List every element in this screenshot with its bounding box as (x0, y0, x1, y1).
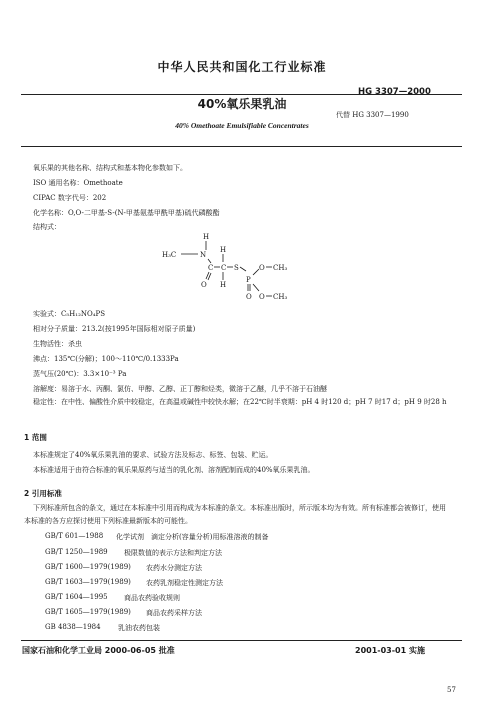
reference-code: GB/T 601—1988 (45, 532, 104, 540)
section-2-heading: 2 引用标准 (24, 489, 62, 498)
reference-title: 化学试剂 滴定分析(容量分析)用标准溶液的制备 (116, 533, 269, 541)
section-1-paragraph-2: 本标准适用于由符合标准的氧乐果原药与适当的乳化剂、溶剂配制而成的40%氧乐果乳油。 (33, 466, 315, 474)
cipac-code: CIPAC 数字代号：202 (33, 194, 107, 202)
reference-code: GB/T 1604—1995 (45, 593, 108, 601)
vapor-pressure: 蒸气压(20℃)：3.3×10⁻³ Pa (33, 370, 127, 378)
footer-divider (21, 640, 462, 641)
reference-code: GB/T 1605—1979(1989) (45, 608, 131, 616)
structure-atom-o-p: O (246, 293, 252, 301)
reference-title: 商品农药验收规则 (124, 594, 180, 602)
document-title-english: 40% Omethoate Emulsifiable Concentrates (175, 121, 309, 130)
stability: 稳定性：在中性、偏酸性介质中较稳定，在高温或碱性中较快水解；在22℃时半衰期：pH 4 时120 d；pH 7 时17 d；pH 9 时28 h (33, 398, 447, 406)
reference-title: 极限数值的表示方法和判定方法 (124, 549, 222, 557)
section-1-heading: 1 范围 (24, 433, 47, 442)
chemical-name: 化学名称：O,O-二甲基-S-(N-甲基氨基甲酰甲基)硫代磷酸酯 (33, 209, 220, 217)
structural-formula-diagram (140, 228, 330, 310)
reference-title: 乳油农药包装 (118, 624, 160, 632)
structure-atom-ch3-a: CH₃ (273, 264, 288, 272)
reference-title: 商品农药采样方法 (146, 609, 202, 617)
structure-label: 结构式： (33, 223, 61, 231)
solubility: 溶解度：易溶于水、丙酮、氯仿、甲醇、乙醇、正丁醇和烃类，微溶于乙醚，几乎不溶于石油醚 (33, 385, 327, 393)
page-number: 57 (447, 686, 456, 694)
document-title: 40%氧乐果乳油 (197, 97, 287, 111)
structure-atom-h-mid: H (220, 246, 227, 254)
empirical-formula: 实验式：C₅H₁₂NO₄PS (33, 310, 106, 318)
section-1-paragraph-1: 本标准规定了40%氧乐果乳油的要求、试验方法及标志、标签、包装、贮运。 (33, 451, 273, 459)
standard-type-heading: 中华人民共和国化工行业标准 (157, 60, 327, 74)
section-2-paragraph: 下列标准所包含的条文，通过在本标准中引用而构成为本标准的条文。本标准出版时，所示版本均为有效。所有标准都会被修订，使用本标准的各方应探讨使用下列标准最新版本的可能性。 (24, 504, 446, 525)
reference-code: GB/T 1603—1979(1989) (45, 578, 131, 586)
structure-atom-p: P (246, 276, 251, 284)
reference-code: GB 4838—1984 (45, 623, 101, 631)
structure-atom-o1: O (259, 264, 265, 272)
replaces-note: 代替 HG 3307—1990 (336, 111, 409, 119)
iso-name: ISO 通用名称：Omethoate (33, 179, 123, 187)
structure-atom-h-bottom: H (220, 281, 227, 289)
structure-atom-o-double: O (201, 281, 207, 289)
standard-code: HG 3307—2000 (358, 87, 431, 97)
molecular-weight: 相对分子质量：213.2(按1995年国际相对原子质量) (33, 325, 196, 333)
structure-atom-ch3-b: CH₃ (273, 293, 288, 301)
structure-atom-h3c: H₃C (162, 251, 177, 259)
intro-lead: 氧乐果的其他名称、结构式和基本物化参数如下。 (33, 164, 187, 172)
structure-atom-c1: C (208, 264, 214, 272)
approval-line: 国家石油和化学工业局 2000-06-05 批准 (22, 646, 175, 655)
bioactivity: 生物活性：杀虫 (33, 340, 82, 348)
structure-atom-o2: O (259, 293, 265, 301)
reference-code: GB/T 1250—1989 (45, 548, 108, 556)
title-divider (21, 146, 462, 147)
effective-date: 2001-03-01 实施 (355, 646, 425, 655)
reference-title: 农药乳剂稳定性测定方法 (146, 579, 223, 587)
structure-atom-c2: C (221, 264, 227, 272)
reference-code: GB/T 1600—1979(1989) (45, 563, 131, 571)
structure-atom-h-top: H (203, 233, 210, 241)
structure-atom-s: S (234, 264, 239, 272)
structure-atom-n: N (200, 251, 207, 259)
reference-title: 农药水分测定方法 (146, 564, 202, 572)
boiling-point: 沸点：135℃(分解)；100～110℃/0.1333Pa (33, 355, 179, 363)
